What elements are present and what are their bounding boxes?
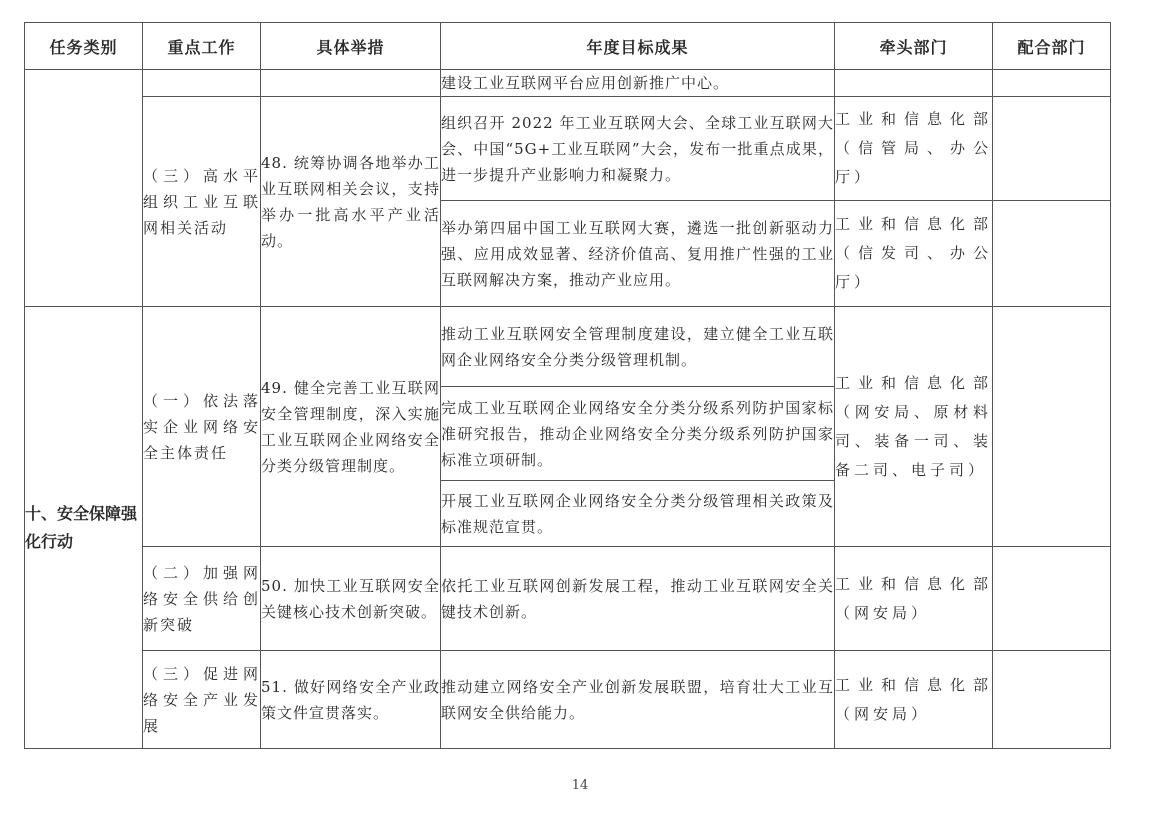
key-work-cell: （二）加强网络安全供给创新突破 [143,547,261,651]
lead-cell-continued [835,70,993,97]
target-cell: 推动建立网络安全产业创新发展联盟，培育壮大工业互联网安全供给能力。 [441,651,835,749]
measure-cell: 49. 健全完善工业互联网安全管理制度，深入实施工业互联网企业网络安全分类分级管理制度。 [261,307,441,547]
key-work-cell: （一）依法落实企业网络安全主体责任 [143,307,261,547]
lead-department-cell: 工业和信息化部（信发司、办公厅） [835,201,993,307]
key-work-cell-continued [143,70,261,97]
target-cell: 推动工业互联网安全管理制度建设，建立健全工业互联网企业网络安全分类分级管理机制。 [441,307,835,387]
target-cell: 举办第四届中国工业互联网大赛，遴选一批创新驱动力强、应用成效显著、经济价值高、复用推广性强的工业互联网解决方案，推动产业应用。 [441,201,835,307]
key-work-cell: （三）高水平组织工业互联网相关活动 [143,97,261,307]
table-row [25,651,1111,749]
lead-department-cell: 工业和信息化部（网安局） [835,651,993,749]
measure-cell: 50. 加快工业互联网安全关键核心技术创新突破。 [261,547,441,651]
header-task-category: 任务类别 [25,23,143,70]
lead-department-cell: 工业和信息化部（网安局） [835,547,993,651]
measure-cell-continued [261,70,441,97]
header-cooperating-department: 配合部门 [993,23,1111,70]
table-header-row [25,23,1111,70]
coop-department-cell [993,201,1111,307]
table-row [25,70,1111,97]
coop-cell-continued [993,70,1111,97]
table-row [25,97,1111,201]
table-row [25,547,1111,651]
coop-department-cell [993,307,1111,547]
target-cell: 组织召开 2022 年工业互联网大会、全球工业互联网大会、中国“5G+工业互联网”大会，发布一批重点成果，进一步提升产业影响力和凝聚力。 [441,97,835,201]
coop-department-cell [993,547,1111,651]
page-number: 14 [571,778,589,793]
header-specific-measures: 具体举措 [261,23,441,70]
measure-cell: 51. 做好网络安全产业政策文件宣贯落实。 [261,651,441,749]
coop-department-cell [993,651,1111,749]
table-row [25,307,1111,387]
target-cell: 完成工业互联网企业网络安全分类分级系列防护国家标准研究报告，推动企业网络安全分类分级系列防护国家标准立项研制。 [441,387,835,481]
header-lead-department: 牵头部门 [835,23,993,70]
tasks-table [24,22,1111,749]
key-work-cell: （三）促进网络安全产业发展 [143,651,261,749]
category-cell: 十、安全保障强化行动 [25,307,143,749]
category-cell-continued [25,70,143,307]
target-cell: 依托工业互联网创新发展工程，推动工业互联网安全关键技术创新。 [441,547,835,651]
lead-department-cell: 工业和信息化部（信管局、办公厅） [835,97,993,201]
target-cell: 建设工业互联网平台应用创新推广中心。 [441,70,835,97]
header-annual-target: 年度目标成果 [441,23,835,70]
measure-cell: 48. 统筹协调各地举办工业互联网相关会议，支持举办一批高水平产业活动。 [261,97,441,307]
lead-department-cell: 工业和信息化部（网安局、原材料司、装备一司、装备二司、电子司） [835,307,993,547]
target-cell: 开展工业互联网企业网络安全分类分级管理相关政策及标准规范宣贯。 [441,481,835,547]
coop-department-cell [993,97,1111,201]
header-key-work: 重点工作 [143,23,261,70]
